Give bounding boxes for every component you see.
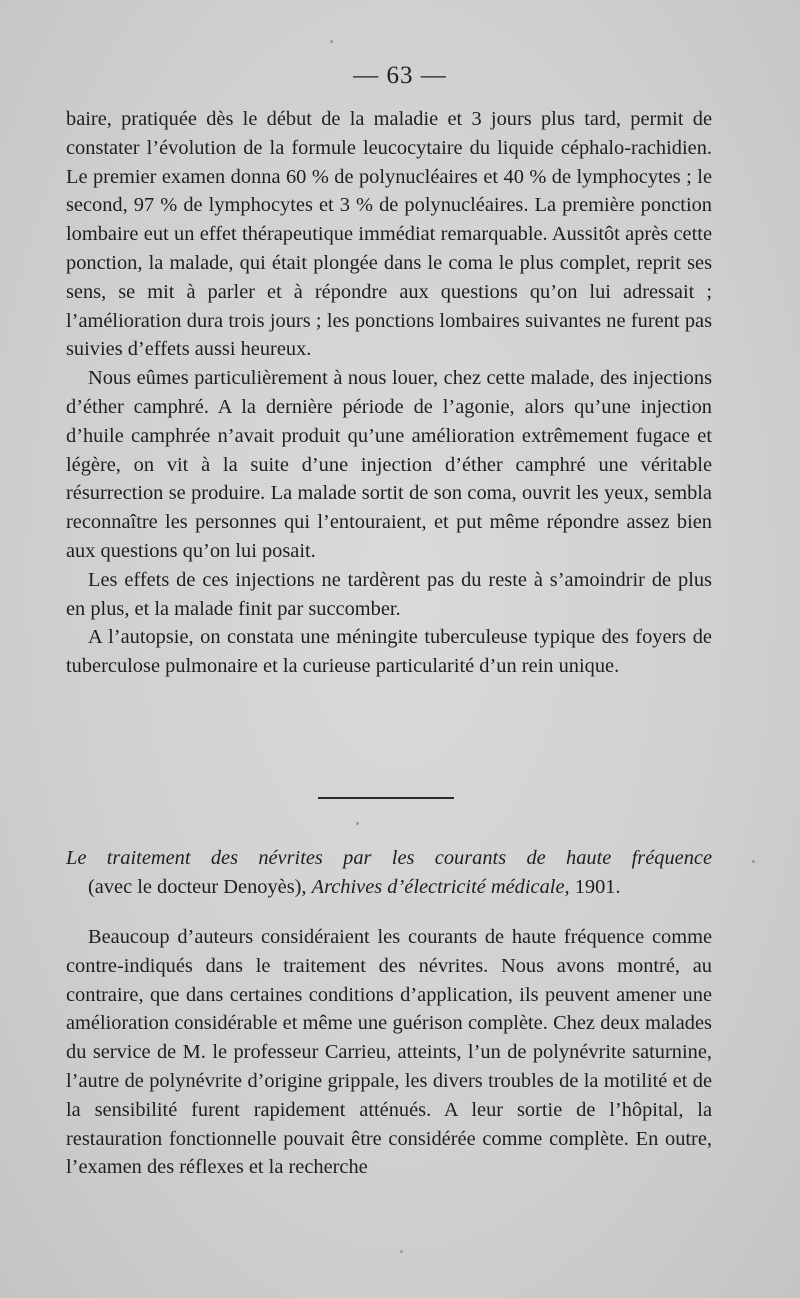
paragraph-high-frequency: Beaucoup d’auteurs considéraient les courants de haute fréquence comme contre-indiqués dans le traitement des névrites. Nous avons montré, au contraire, que dans certaines conditions d’application, ils peuvent amener une amélioration considérable et même une guérison complète. Chez deux malades du service de M. le professeur Carrieu, atteints, l’un de polynévrite saturnine, l’autre de polynévrite d’origine grippale, les divers troubles de la motilité et de la sensibilité furent rapidement atténués. A leur sortie de l’hôpital, la restauration fonctionnelle pouvait être considérée comme complète. En outre, l’examen des réflexes et la recherche xyxy=(66,926,712,1179)
paragraph-effects-decline: Les effets de ces injections ne tardèrent pas du reste à s’amoindrir de plus en plus, et la malade finit par succomber. xyxy=(66,568,712,620)
section-body-text xyxy=(66,923,712,1182)
reference-details xyxy=(66,873,712,902)
paragraph-autopsy: A l’autopsie, on constata une méningite tuberculeuse typique des foyers de tuberculose pulmonaire et la curieuse particularité d’un rein unique. xyxy=(66,626,712,678)
paper-speck xyxy=(400,1250,403,1253)
reference-coauthor: (avec le docteur Denoyès), xyxy=(88,876,312,898)
paragraph-continued: baire, pratiquée dès le début de la maladie et 3 jours plus tard, permit de constater l’évolution de la formule leucocytaire du liquide céphalo-rachidien. Le premier examen donna 60 % de polynucléaires et 40 % de lymphocytes ; le second, 97 % de lymphocytes et 3 % de polynucléaires. La première ponction lombaire eut un effet thérapeutique immédiat remarquable. Aussitôt après cette ponction, la malade, qui était plongée dans le coma le plus complet, reprit ses sens, se mit à parler et à répondre aux questions qu’on lui adressait ; l’amélioration dura trois jours ; les ponctions lombaires suivantes ne furent pas suivies d’effets aussi heureux. xyxy=(66,108,712,361)
paper-speck xyxy=(330,40,333,43)
reference-journal: Archives d’électricité médicale xyxy=(311,876,565,898)
bibliographic-reference xyxy=(66,844,712,902)
section-divider xyxy=(318,797,454,799)
page-number: — 63 — xyxy=(353,62,447,89)
reference-title: Le traitement des névrites par les courants de haute fréquence xyxy=(66,847,712,869)
paper-speck xyxy=(356,822,359,825)
body-text xyxy=(66,105,712,681)
reference-year: , 1901. xyxy=(564,876,621,898)
paper-speck xyxy=(752,860,755,863)
paragraph-ether-injections: Nous eûmes particulièrement à nous louer, chez cette malade, des injections d’éther camphré. A la dernière période de l’agonie, alors qu’une injection d’huile camphrée n’avait produit qu’une amélioration extrêmement fugace et légère, on vit à la suite d’une injection d’éther camphré une véritable résurrection se produire. La malade sortit de son coma, ouvrit les yeux, sembla reconnaître les personnes qui l’entouraient, et put même répondre assez bien aux questions qu’on lui posait. xyxy=(66,367,712,562)
